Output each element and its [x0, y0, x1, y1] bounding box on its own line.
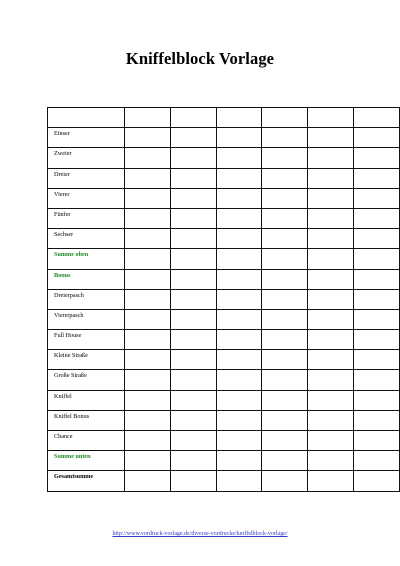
score-cell[interactable] [308, 451, 354, 471]
score-cell[interactable] [125, 431, 171, 451]
table-row [48, 330, 400, 350]
score-cell[interactable] [170, 370, 216, 390]
score-cell[interactable] [125, 148, 171, 168]
score-cell[interactable] [262, 410, 308, 430]
table-row [48, 188, 400, 208]
score-cell[interactable] [216, 269, 262, 289]
row-label: Chance [48, 431, 125, 451]
table-row [48, 350, 400, 370]
footer-link[interactable]: http://www.vordruck-vorlage.de/diverse-vordrucke/kniffelblock-vorlage/ [112, 531, 288, 537]
score-cell[interactable] [125, 350, 171, 370]
score-cell[interactable] [308, 431, 354, 451]
score-cell[interactable] [216, 330, 262, 350]
score-cell[interactable] [216, 148, 262, 168]
row-label [48, 108, 125, 128]
score-cell[interactable] [308, 309, 354, 329]
score-cell[interactable] [353, 208, 399, 228]
score-cell[interactable] [308, 249, 354, 269]
row-label: Sechser [48, 229, 125, 249]
row-label: Fünfer [48, 208, 125, 228]
score-cell[interactable] [170, 269, 216, 289]
score-cell[interactable] [170, 168, 216, 188]
table-row [48, 410, 400, 430]
score-cell[interactable] [125, 370, 171, 390]
score-cell[interactable] [308, 188, 354, 208]
score-cell[interactable] [353, 309, 399, 329]
table-row [48, 289, 400, 309]
score-cell[interactable] [170, 289, 216, 309]
score-cell[interactable] [262, 471, 308, 491]
score-cell[interactable] [216, 390, 262, 410]
score-cell[interactable] [125, 289, 171, 309]
score-cell[interactable] [308, 128, 354, 148]
row-label: Vierer [48, 188, 125, 208]
row-label: Full House [48, 330, 125, 350]
page-title: Kniffelblock Vorlage [125, 49, 275, 68]
score-cell[interactable] [262, 188, 308, 208]
row-label: Dreierpasch [48, 289, 125, 309]
row-label: Dreier [48, 168, 125, 188]
score-cell[interactable] [262, 249, 308, 269]
score-cell[interactable] [308, 410, 354, 430]
score-cell[interactable] [216, 229, 262, 249]
score-cell[interactable] [170, 350, 216, 370]
score-cell[interactable] [262, 269, 308, 289]
score-cell[interactable] [353, 370, 399, 390]
table-row [48, 249, 400, 269]
score-cell[interactable] [308, 108, 354, 128]
score-cell[interactable] [308, 229, 354, 249]
score-cell[interactable] [216, 108, 262, 128]
table-row [48, 471, 400, 491]
score-cell[interactable] [262, 350, 308, 370]
score-cell[interactable] [170, 410, 216, 430]
score-cell[interactable] [125, 229, 171, 249]
score-cell[interactable] [262, 390, 308, 410]
row-label: Gesamtsumme [48, 471, 125, 491]
score-cell[interactable] [353, 108, 399, 128]
score-cell[interactable] [262, 330, 308, 350]
table-row [48, 208, 400, 228]
score-cell[interactable] [353, 229, 399, 249]
score-cell[interactable] [353, 390, 399, 410]
table-row [48, 370, 400, 390]
table-row [48, 168, 400, 188]
score-cell[interactable] [216, 128, 262, 148]
score-cell[interactable] [125, 309, 171, 329]
score-cell[interactable] [125, 471, 171, 491]
score-table [47, 107, 400, 492]
score-cell[interactable] [353, 128, 399, 148]
row-label: Summe oben [48, 249, 125, 269]
table-row [48, 148, 400, 168]
score-cell[interactable] [353, 431, 399, 451]
score-cell[interactable] [170, 208, 216, 228]
row-label: Summe unten [48, 451, 125, 471]
table-row [48, 451, 400, 471]
score-cell[interactable] [216, 410, 262, 430]
score-cell[interactable] [353, 330, 399, 350]
table-row [48, 108, 400, 128]
score-cell[interactable] [262, 370, 308, 390]
row-label: Einser [48, 128, 125, 148]
score-cell[interactable] [308, 289, 354, 309]
row-label: Kniffel [48, 390, 125, 410]
table-row [48, 431, 400, 451]
score-cell[interactable] [308, 168, 354, 188]
score-cell[interactable] [308, 148, 354, 168]
score-cell[interactable] [262, 128, 308, 148]
row-label: Kniffel Bonus [48, 410, 125, 430]
table-row [48, 390, 400, 410]
score-cell[interactable] [170, 148, 216, 168]
score-cell[interactable] [308, 350, 354, 370]
score-cell[interactable] [353, 168, 399, 188]
score-cell[interactable] [216, 431, 262, 451]
row-label: Bonus [48, 269, 125, 289]
score-cell[interactable] [125, 128, 171, 148]
score-cell[interactable] [170, 128, 216, 148]
score-cell[interactable] [170, 471, 216, 491]
score-cell[interactable] [170, 330, 216, 350]
score-cell[interactable] [308, 370, 354, 390]
score-cell[interactable] [216, 168, 262, 188]
score-cell[interactable] [308, 269, 354, 289]
score-cell[interactable] [125, 269, 171, 289]
score-cell[interactable] [125, 330, 171, 350]
score-cell[interactable] [262, 148, 308, 168]
score-cell[interactable] [125, 390, 171, 410]
table-row [48, 229, 400, 249]
row-label: Große Straße [48, 370, 125, 390]
score-cell[interactable] [170, 431, 216, 451]
score-cell[interactable] [216, 249, 262, 269]
score-cell[interactable] [353, 249, 399, 269]
row-label: Zweier [48, 148, 125, 168]
score-cell[interactable] [262, 451, 308, 471]
score-cell[interactable] [170, 390, 216, 410]
row-label: Viererpasch [48, 309, 125, 329]
score-cell[interactable] [170, 229, 216, 249]
score-cell[interactable] [216, 289, 262, 309]
score-cell[interactable] [170, 188, 216, 208]
score-cell[interactable] [262, 229, 308, 249]
score-cell[interactable] [216, 309, 262, 329]
score-cell[interactable] [216, 451, 262, 471]
score-cell[interactable] [125, 249, 171, 269]
score-cell[interactable] [353, 471, 399, 491]
score-cell[interactable] [308, 330, 354, 350]
score-cell[interactable] [262, 108, 308, 128]
score-cell[interactable] [353, 350, 399, 370]
score-cell[interactable] [170, 108, 216, 128]
score-cell[interactable] [262, 168, 308, 188]
score-cell[interactable] [353, 148, 399, 168]
score-cell[interactable] [125, 168, 171, 188]
score-cell[interactable] [170, 309, 216, 329]
table-row [48, 128, 400, 148]
score-cell[interactable] [262, 289, 308, 309]
score-cell[interactable] [216, 370, 262, 390]
score-cell[interactable] [308, 208, 354, 228]
score-cell[interactable] [262, 208, 308, 228]
score-cell[interactable] [125, 451, 171, 471]
score-cell[interactable] [125, 208, 171, 228]
score-cell[interactable] [216, 208, 262, 228]
score-cell[interactable] [262, 431, 308, 451]
score-cell[interactable] [125, 108, 171, 128]
score-cell[interactable] [216, 188, 262, 208]
score-cell[interactable] [170, 451, 216, 471]
score-cell[interactable] [353, 451, 399, 471]
score-cell[interactable] [216, 350, 262, 370]
score-cell[interactable] [308, 390, 354, 410]
score-cell[interactable] [308, 471, 354, 491]
score-cell[interactable] [216, 471, 262, 491]
score-cell[interactable] [125, 410, 171, 430]
score-cell[interactable] [170, 249, 216, 269]
score-cell[interactable] [353, 269, 399, 289]
table-row [48, 309, 400, 329]
score-cell[interactable] [353, 188, 399, 208]
row-label: Kleine Straße [48, 350, 125, 370]
score-cell[interactable] [262, 309, 308, 329]
table-row [48, 269, 400, 289]
score-cell[interactable] [353, 289, 399, 309]
score-cell[interactable] [125, 188, 171, 208]
score-cell[interactable] [353, 410, 399, 430]
